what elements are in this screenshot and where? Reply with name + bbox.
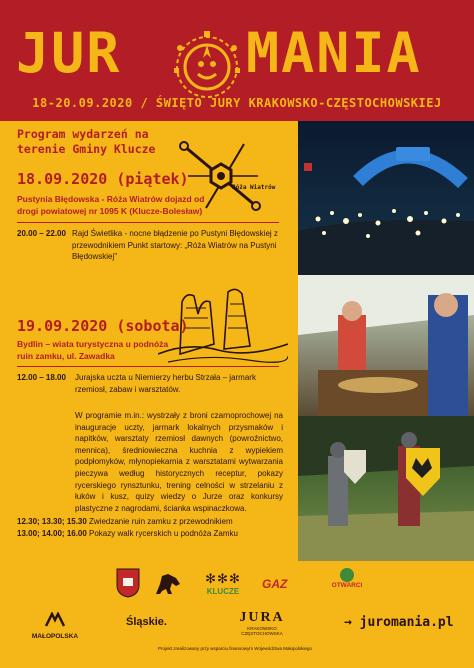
program-heading: Program wydarzeń na terenie Gminy Klucze <box>17 127 156 156</box>
klucze-logo-text: KLUCZE <box>206 587 240 596</box>
horse-logo-icon <box>152 570 184 598</box>
event-time: 13.00; 14.00; 16.00 <box>17 529 87 538</box>
divider <box>17 222 279 223</box>
header-banner <box>0 0 474 121</box>
jura-logo-subtext: KRAKOWSKO CZĘSTOCHOWSKA <box>241 626 283 636</box>
website-link[interactable]: → juromania.pl <box>344 615 454 630</box>
event-time: 12.30; 13.30; 15.30 <box>17 517 87 526</box>
event-subtitle: 18-20.09.2020 / ŚWIĘTO JURY KRAKOWSKO-CZĘSTOCHOWSKIEJ <box>32 96 442 110</box>
otwarci-logo-text: OTWARCI <box>331 582 363 589</box>
night-run-photo <box>298 121 474 275</box>
event-desc: Jurajska uczta u Niemierzy herbu Strzała – jarmark rzemiosł, zabaw i warsztatów. <box>75 373 256 394</box>
wind-rose-label: Róża Wiatrów <box>232 184 276 191</box>
title-row <box>0 22 474 84</box>
day2-date: 19.09.2020 (sobota) <box>17 317 189 335</box>
schedule-row <box>17 228 287 268</box>
schedule-row <box>17 528 287 540</box>
malopolska-mark-icon <box>44 612 66 628</box>
day2-location: Bydlin – wiata turystyczna u podnóża ruin zamku, ul. Zawadka <box>17 339 169 361</box>
program-details: W programie m.in.: wystrzały z broni czarnoprochowej na inauguracje uczty, jarmark lokalnych przysmaków i napitków, warsztaty rzemiosł dawnych (powroźnictwo, mennica), średniowieczna kuchnia z wypiekiem podpłomyków, młynopiekarnia z warsztatami wytwarzania pieczywa według historycznych receptur, pokazy rycerskiego rynsztunku, trening celności w strzelaniu z łuków i kusz, quizy wiedzy o Jurze oraz konkursy plastyczne z nagrodami, ścianka wspinaczkowa. <box>75 411 283 513</box>
schedule-row <box>17 372 287 402</box>
medieval-fair-photo <box>298 275 474 416</box>
slaskie-logo: Śląskie. <box>126 616 167 628</box>
event-desc: Pokazy walk rycerskich u podnóża Zamku <box>89 529 238 538</box>
day1-location: Pustynia Błędowska - Róża Wiatrów dojazd od drogi powiatowej nr 1095 K (Klucze-Bolesław) <box>17 194 205 216</box>
event-desc: Zwiedzanie ruin zamku z przewodnikiem <box>89 517 233 526</box>
event-desc: Rajd Świetlika - nocne błądzenie po Pustyni Błędowskiej z przewodnikiem Punkt startowy: „Róża Wiatrów na Pustyni Błędowskiej" <box>72 229 278 261</box>
jura-logo-text: JURA <box>239 610 285 625</box>
knight-fight-photo <box>298 416 474 561</box>
divider <box>17 366 279 367</box>
jura-logo <box>228 610 296 636</box>
klucze-logo: ✻✻✻ KLUCZE <box>200 571 246 596</box>
malopolska-logo-text: MAŁOPOLSKA <box>31 633 79 640</box>
photo-column <box>298 121 474 561</box>
funding-note: Projekt zrealizowany przy wsparciu finansowym Województwa Małopolskiego <box>158 646 312 651</box>
emblem-icon <box>168 28 246 106</box>
day1-date: 18.09.2020 (piątek) <box>17 170 189 188</box>
event-time: 12.00 – 18.00 <box>17 373 66 382</box>
title-part-left: JUR <box>16 21 122 85</box>
gaz-logo: GAZ <box>262 577 288 591</box>
coat-of-arms-icon <box>116 568 140 598</box>
schedule-row <box>17 516 287 528</box>
malopolska-logo <box>30 612 80 640</box>
event-time: 20.00 – 22.00 <box>17 229 66 238</box>
otwarci-logo <box>327 568 367 589</box>
title-part-right: MANIA <box>246 21 422 85</box>
